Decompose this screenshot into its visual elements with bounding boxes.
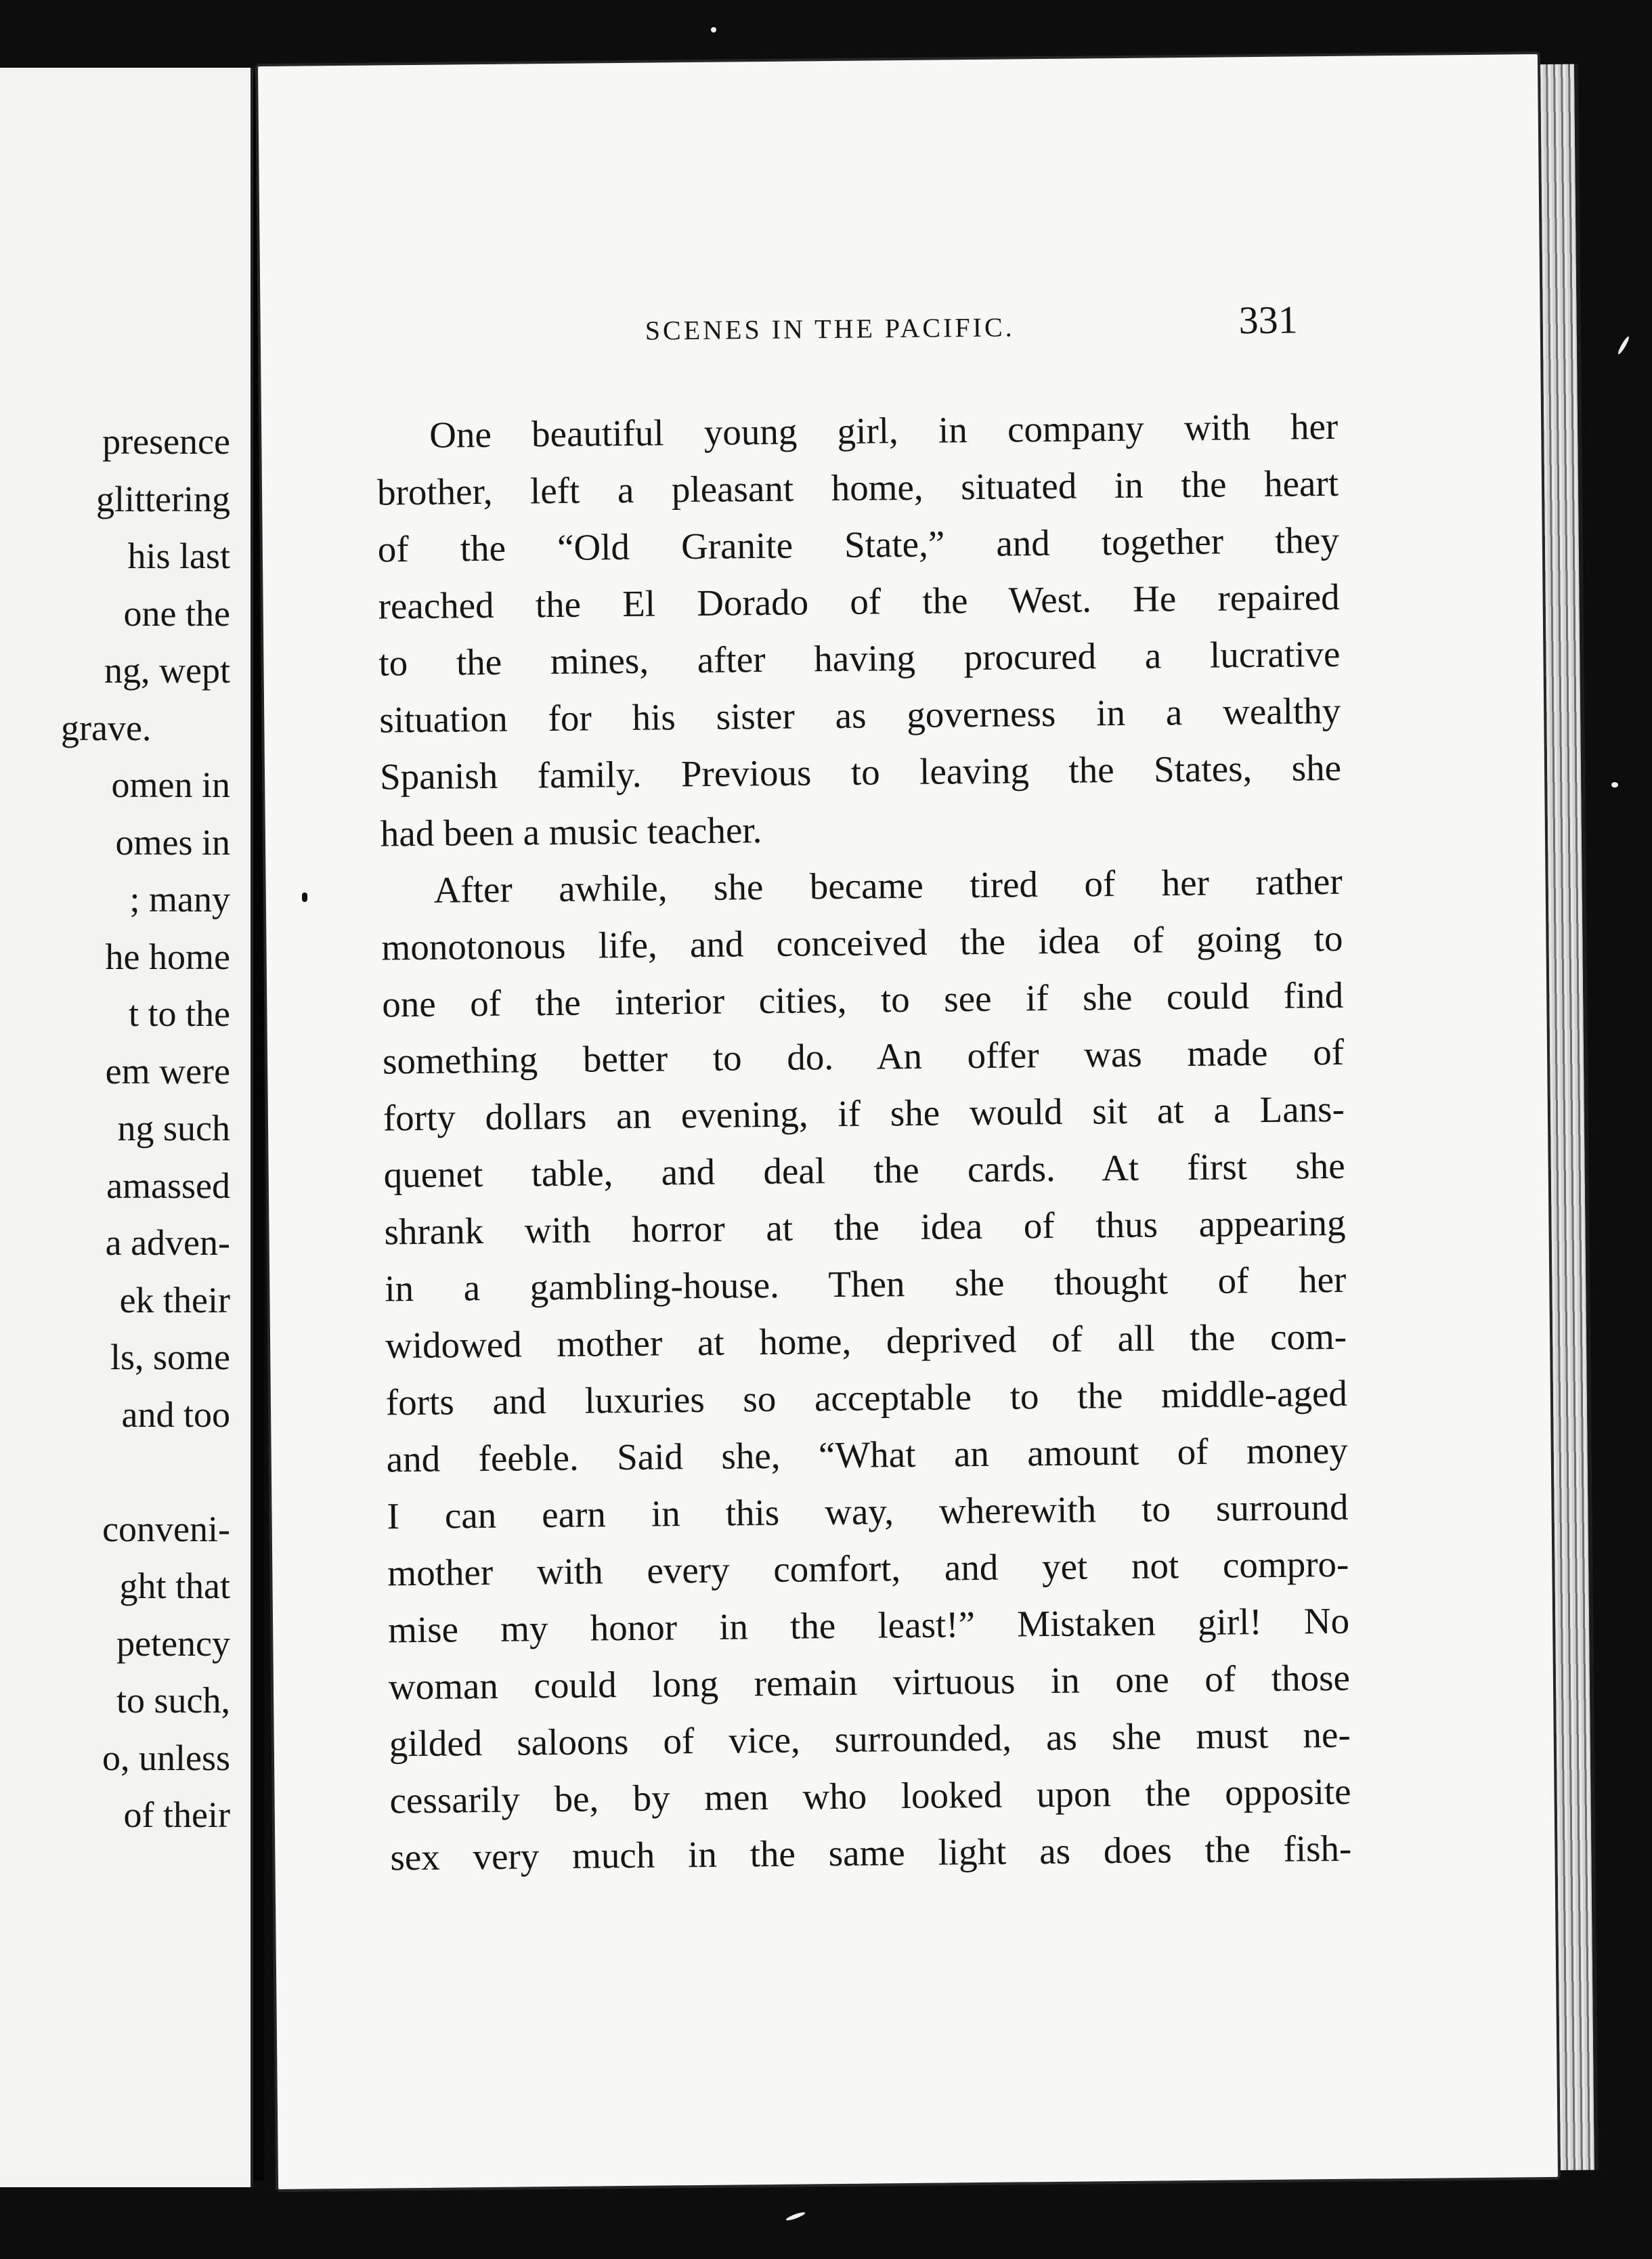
page-body-text xyxy=(376,398,1352,1887)
text-line: I can earn in this way, wherewith to surround xyxy=(387,1486,1349,1537)
text-line: forts and luxuries so acceptable to the middle-aged xyxy=(385,1372,1348,1423)
running-head: SCENES IN THE PACIFIC. xyxy=(645,311,1015,346)
left-line: ght that xyxy=(119,1566,230,1606)
left-line: ; many xyxy=(129,879,230,920)
text-line: cessarily be, by men who looked upon the opposite xyxy=(389,1770,1351,1822)
left-line: a adven- xyxy=(105,1222,230,1263)
left-page-text xyxy=(0,413,230,1844)
left-line: he home xyxy=(105,936,230,977)
text-line: to the mines, after having procured a lucrative xyxy=(378,632,1341,684)
text-line: One beautiful young girl, in company with her xyxy=(429,405,1339,456)
text-line: something better to do. An offer was made of xyxy=(382,1031,1345,1082)
left-line: ng, wept xyxy=(104,650,230,691)
left-line: o, unless xyxy=(102,1737,230,1778)
text-line: monotonous life, and conceived the idea of going to xyxy=(381,917,1343,968)
left-line: em were xyxy=(105,1050,230,1092)
left-line: to such, xyxy=(116,1680,230,1721)
text-line: sex very much in the same light as does the fish- xyxy=(390,1827,1352,1878)
left-line: amassed xyxy=(106,1165,230,1206)
left-line: omen in xyxy=(111,765,230,805)
left-line: ls, some xyxy=(110,1337,230,1377)
text-line: forty dollars an evening, if she would sit at a Lans- xyxy=(383,1088,1345,1139)
book-page xyxy=(255,51,1561,2192)
text-line: mother with every comfort, and yet not compro- xyxy=(387,1543,1349,1594)
text-line: had been a music teacher. xyxy=(380,809,762,855)
left-line: conveni- xyxy=(102,1508,230,1549)
left-page-fragment xyxy=(0,68,253,2187)
scan-speck xyxy=(1611,782,1618,788)
page-number: 331 xyxy=(1238,297,1298,343)
text-line: in a gambling-house. Then she thought of her xyxy=(385,1258,1347,1310)
text-line: of the “Old Granite State,” and together they xyxy=(377,519,1340,570)
left-line: omes in xyxy=(115,821,230,863)
text-line: shrank with horror at the idea of thus appearing xyxy=(384,1201,1346,1253)
left-line: one the xyxy=(123,593,230,634)
scan-speck xyxy=(785,2211,806,2222)
left-line: grave. xyxy=(61,707,152,748)
margin-mark xyxy=(302,892,307,902)
text-line: gilded saloons of vice, surrounded, as she must ne- xyxy=(389,1713,1351,1765)
scan-speck xyxy=(1617,336,1630,356)
text-line: brother, left a pleasant home, situated in the heart xyxy=(376,462,1339,513)
text-line: mise my honor in the least!” Mistaken girl! No xyxy=(387,1599,1350,1651)
text-line: reached the El Dorado of the West. He repaired xyxy=(378,576,1340,627)
left-line: petency xyxy=(116,1622,230,1664)
text-line: situation for his sister as governess in a wealthy xyxy=(378,689,1341,741)
left-line: glittering xyxy=(96,478,230,519)
text-line: one of the interior cities, to see if she could find xyxy=(382,974,1344,1025)
left-line: of their xyxy=(123,1794,230,1835)
text-line: and feeble. Said she, “What an amount of money xyxy=(386,1429,1348,1480)
text-line: widowed mother at home, deprived of all the com- xyxy=(385,1315,1347,1367)
text-line: Spanish family. Previous to leaving the States, she xyxy=(379,746,1342,798)
text-line: After awhile, she became tired of her rather xyxy=(433,860,1343,911)
text-line: quenet table, and deal the cards. At first she xyxy=(383,1144,1345,1196)
left-line: and too xyxy=(121,1394,230,1435)
left-line: t to the xyxy=(129,993,230,1034)
left-line: his last xyxy=(127,536,230,576)
left-line-gap xyxy=(0,1443,230,1501)
left-line: presence xyxy=(102,421,230,462)
text-line: woman could long remain virtuous in one of those xyxy=(388,1656,1351,1708)
left-line: ng such xyxy=(117,1108,230,1148)
left-line: ek their xyxy=(119,1279,230,1320)
scan-speck xyxy=(711,27,716,33)
